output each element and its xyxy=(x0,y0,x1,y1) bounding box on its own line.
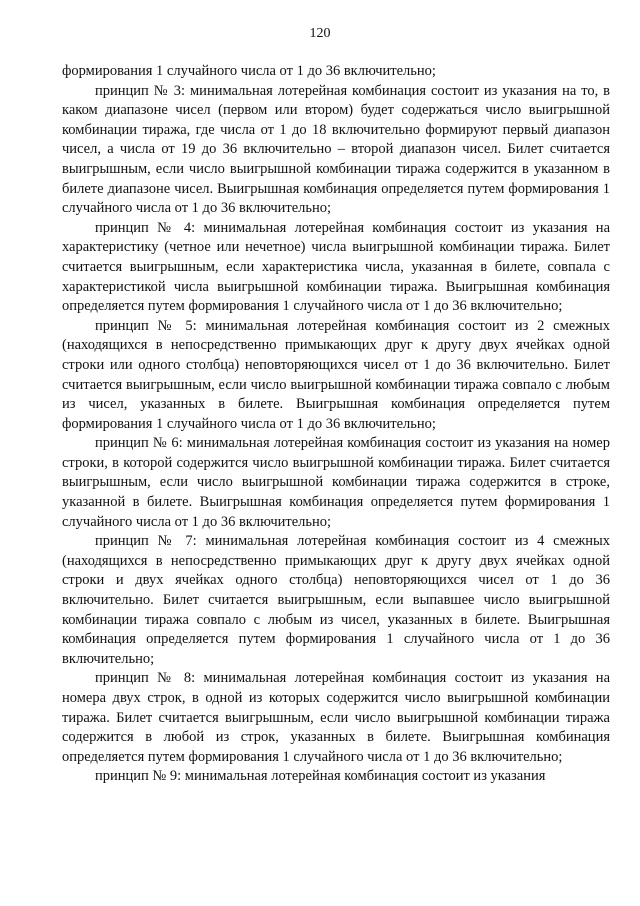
paragraph-principle-7: принцип № 7: минимальная лотерейная комбинация состоит из 4 смежных (находящихся в непосредственно примыкающих друг к другу двух ячейках одной строки и двух ячейках одного столбца) неповторяющихся чисел от 1 до 36 включительно. Билет считается выигрышным, если выпавшее число выигрышной комбинации тиража совпало с любым из чисел, указанных в билете. Выигрышная комбинация определяется путем формирования 1 случайного числа от 1 до 36 включительно; xyxy=(62,533,610,667)
paragraph-principle-4: принцип № 4: минимальная лотерейная комбинация состоит из указания на характеристику (четное или нечетное) числа выигрышной комбинации тиража. Билет считается выигрышным, если характеристика числа, указанная в билете, совпала с характеристикой числа выигрышной комбинации тиража. Выигрышная комбинация определяется путем формирования 1 случайного числа от 1 до 36 включительно; xyxy=(62,219,610,315)
paragraph-principle-3: принцип № 3: минимальная лотерейная комбинация состоит из указания на то, в каком диапазоне чисел (первом или втором) будет содержаться число выигрышной комбинации тиража, где числа от 1 до 18 включительно формируют первый диапазон чисел, а числа от 19 до 36 включительно – второй диапазон чисел. Билет считается выигрышным, если число выигрышной комбинации тиража содержится в указанном в билете диапазоне чисел. Выигрышная комбинация определяется путем формирования 1 случайного числа от 1 до 36 включительно; xyxy=(62,82,610,217)
page-number: 120 xyxy=(309,26,331,41)
document-body xyxy=(62,62,610,787)
paragraph-principle-5: принцип № 5: минимальная лотерейная комбинация состоит из 2 смежных (находящихся в непосредственно примыкающих друг к другу двух ячейках одной строки или одного столбца) неповторяющихся чисел от 1 до 36 включительно. Билет считается выигрышным, если число выигрышной комбинации тиража совпало с любым из чисел, указанных в билете. Выигрышная комбинация определяется путем формирования 1 случайного числа от 1 до 36 включительно; xyxy=(62,317,610,432)
paragraph-principle-9: принцип № 9: минимальная лотерейная комбинация состоит из указания xyxy=(95,768,546,785)
paragraph-continuation: формирования 1 случайного числа от 1 до 36 включительно; xyxy=(62,63,436,79)
paragraph-principle-6: принцип № 6: минимальная лотерейная комбинация состоит из указания на номер строки, в которой содержится число выигрышной комбинации тиража. Билет считается выигрышным, если число выигрышной комбинации тиража содержится в строке, указанной в билете. Выигрышная комбинация определяется путем формирования 1 случайного числа от 1 до 36 включительно; xyxy=(62,435,610,530)
paragraph-principle-8: принцип № 8: минимальная лотерейная комбинация состоит из указания на номера двух строк, в одной из которых содержится число выигрышной комбинации тиража. Билет считается выигрышным, если число выигрышной комбинации тиража содержится в любой из строк, указанных в билете. Выигрышная комбинация определяется путем формирования 1 случайного числа от 1 до 36 включительно; xyxy=(62,670,610,765)
